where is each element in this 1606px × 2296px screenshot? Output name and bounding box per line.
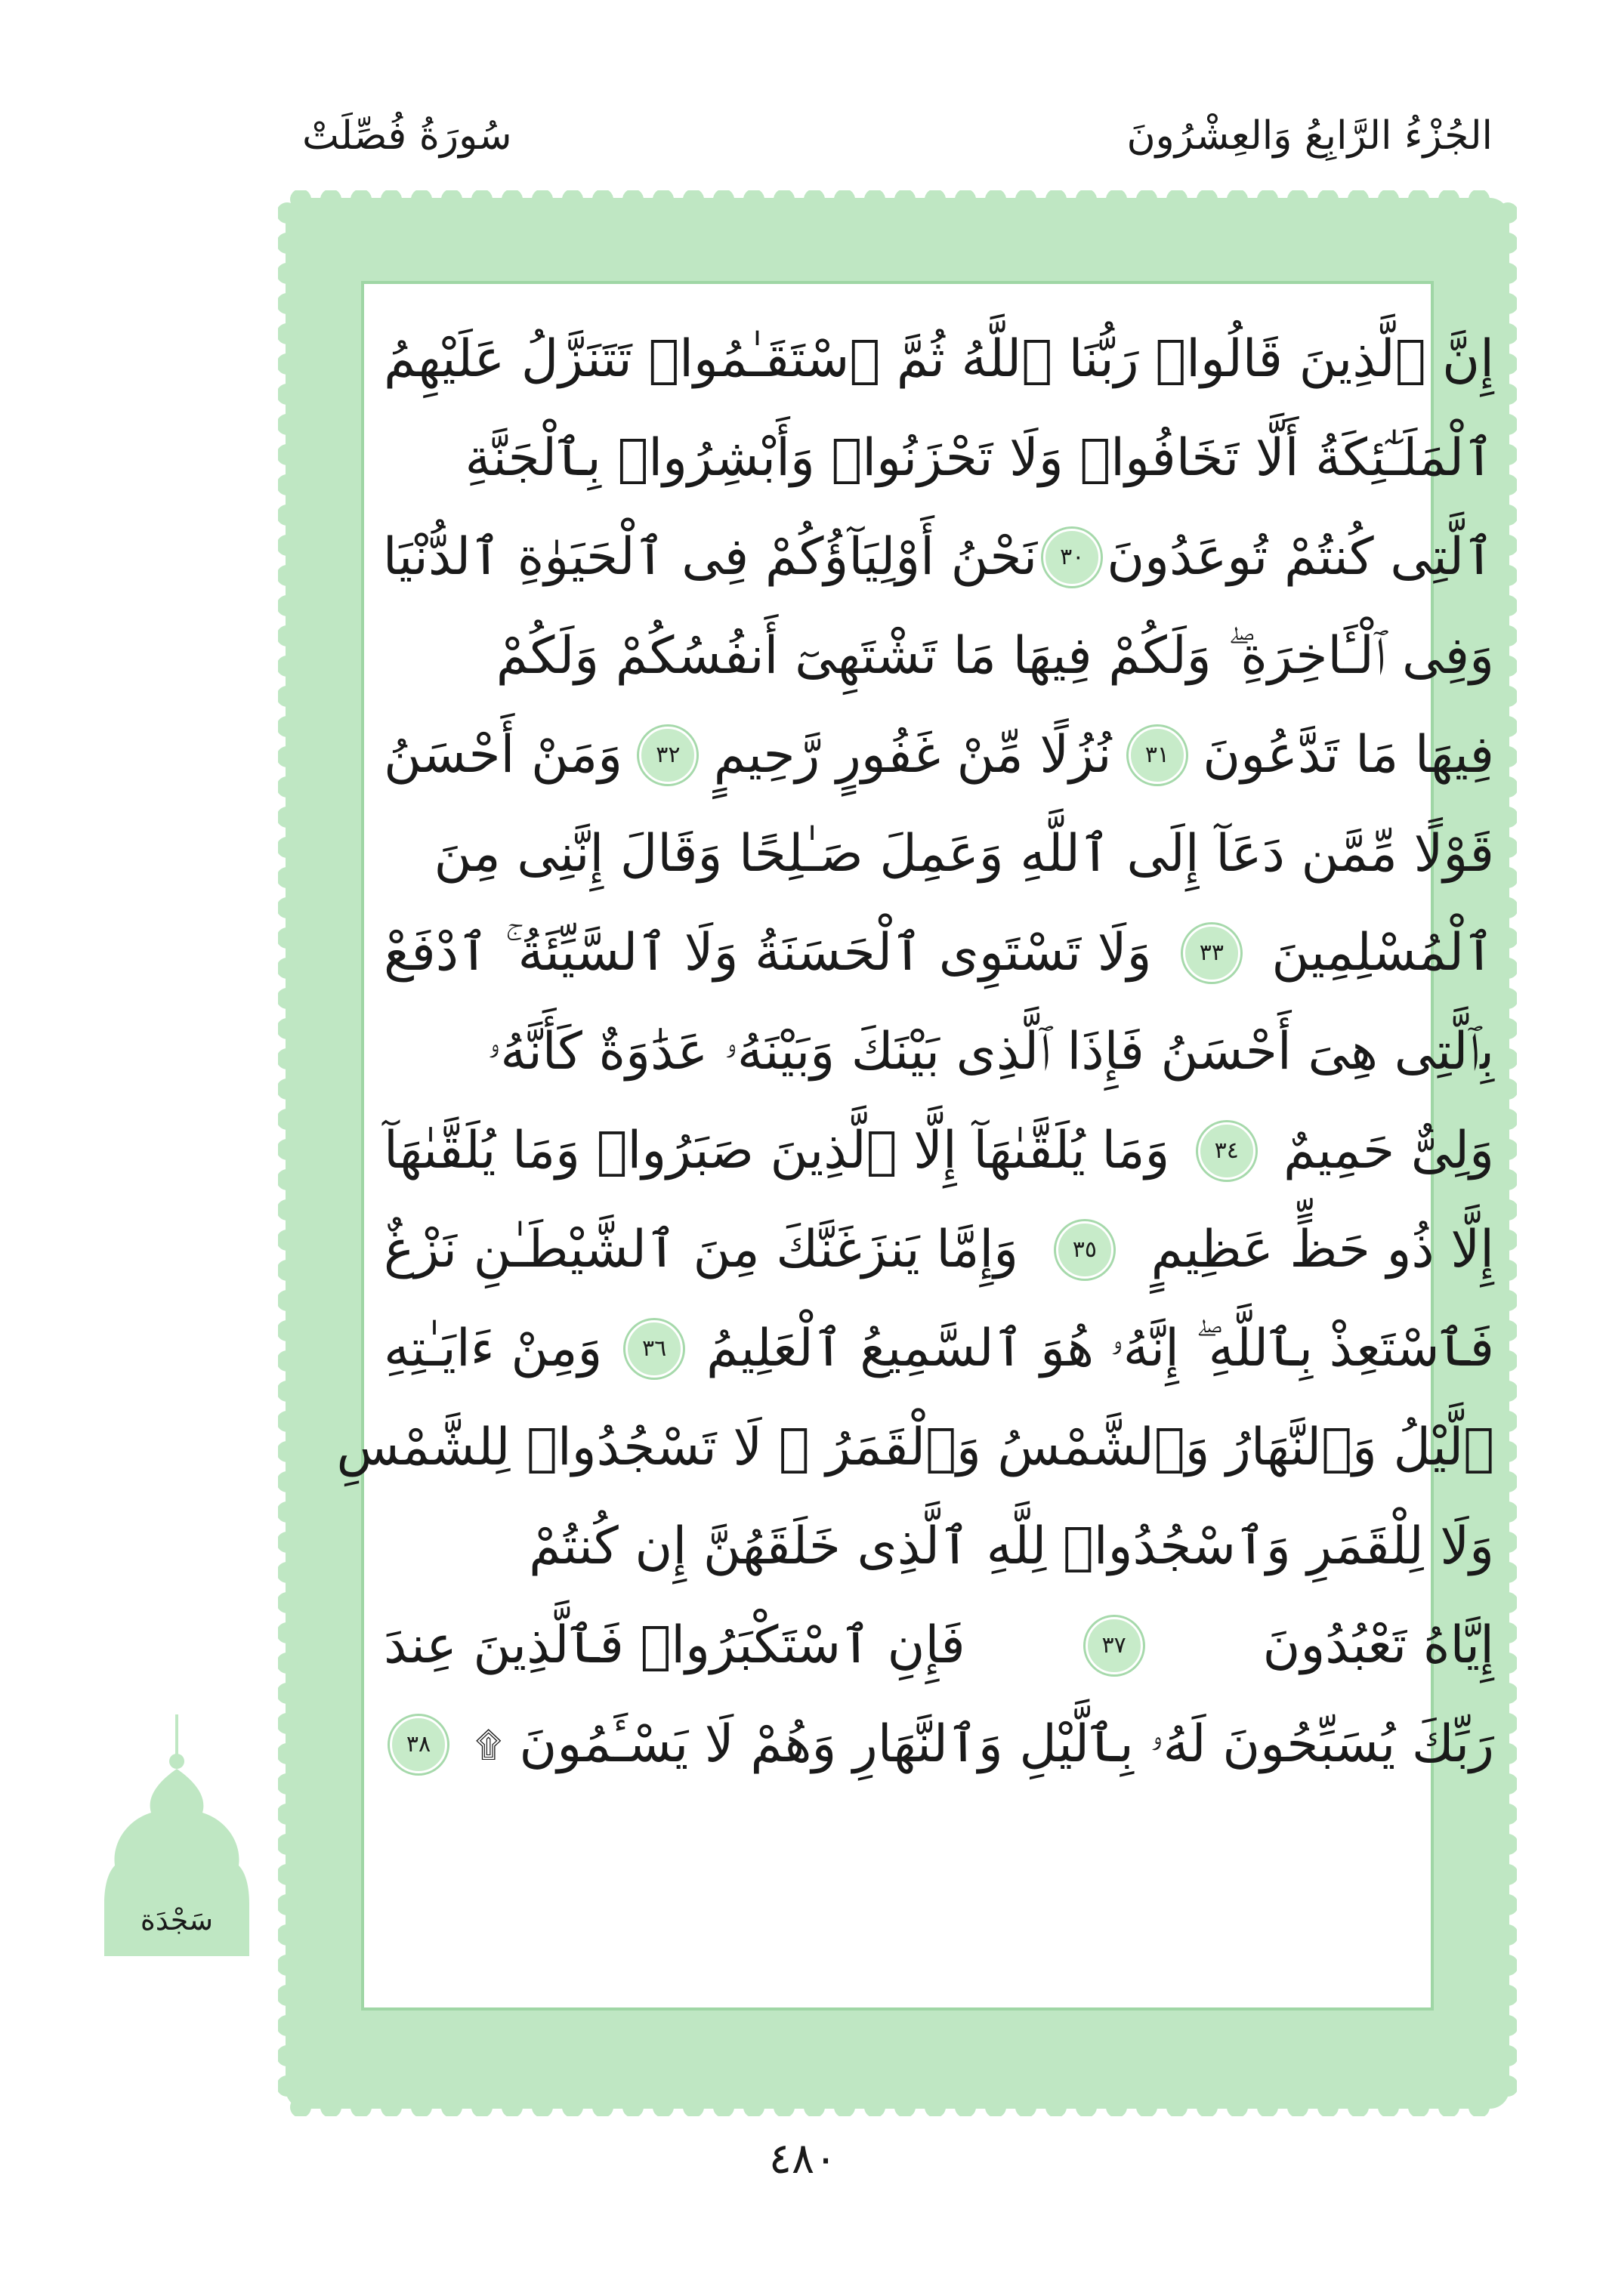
sajdah-label: سَجْدَة (140, 1903, 214, 1936)
line-text: ٱلَّيْلُ وَٱلنَّهَارُ وَٱلشَّمْسُ وَٱلْقَمَرُ ۚ لَا تَسْجُدُوا۟ لِلشَّمْسِ (336, 1417, 1494, 1477)
line-text: إِنَّ ٱلَّذِينَ قَالُوا۟ رَبُّنَا ٱللَّهُ ثُمَّ ٱسْتَقَـٰمُوا۟ تَتَنَزَّلُ عَلَيْهِمُ (384, 329, 1494, 389)
ayah-number-marker: ٣١ (1129, 727, 1186, 784)
line-text: ٱلْمُسْلِمِينَ (1271, 922, 1494, 983)
line-text: نُزُلًا مِّنْ غَفُورٍ رَّحِيمٍ (713, 724, 1112, 785)
line-text: رَبِّكَ يُسَبِّحُونَ لَهُۥ بِٱلَّيْلِ وَٱلنَّهَارِ وَهُمْ لَا يَسْـَٔمُونَ (519, 1714, 1494, 1774)
line-text: بِٱلَّتِى هِىَ أَحْسَنُ فَإِذَا ٱلَّذِى بَيْنَكَ وَبَيْنَهُۥ عَدَٰوَةٌ كَأَنَّهُۥ (487, 1021, 1494, 1082)
line-text: وَإِمَّا يَنزَغَنَّكَ مِنَ ٱلشَّيْطَـٰنِ نَزْغٌ (384, 1219, 1019, 1279)
line-text: ٱلَّتِى كُنتُمْ تُوعَدُونَ (1107, 526, 1494, 587)
ayah-number-marker: ٣٤ (1198, 1122, 1255, 1180)
text-line-2 (384, 409, 1494, 508)
text-line-6 (384, 804, 1494, 903)
ayah-number-marker: ٣٥ (1056, 1221, 1113, 1279)
text-line-8 (384, 1002, 1494, 1101)
ayah-number-marker: ٣٨ (390, 1716, 447, 1773)
line-text: قَوْلًا مِّمَّن دَعَآ إِلَى ٱللَّهِ وَعَمِلَ صَـٰلِحًا وَقَالَ إِنَّنِى مِنَ (434, 823, 1494, 884)
surah-title: سُورَةُ فُصِّلَتْ (302, 113, 512, 159)
page-number: ٤٨٠ (768, 2134, 838, 2183)
text-line-14 (384, 1596, 1494, 1695)
text-line-5 (384, 705, 1494, 804)
line-text: وَلِىٌّ حَمِيمٌ (1283, 1120, 1494, 1180)
line-text: وَمِنْ ءَايَـٰتِهِ (384, 1318, 603, 1378)
text-line-1 (384, 310, 1494, 409)
line-text: وَفِى ٱلْـَٔاخِرَةِ ۖ وَلَكُمْ فِيهَا مَا تَشْتَهِىٓ أَنفُسُكُمْ وَلَكُمْ (496, 625, 1494, 686)
text-line-9 (384, 1101, 1494, 1200)
line-text: إِيَّاهُ تَعْبُدُونَ (1262, 1615, 1494, 1675)
text-line-13 (384, 1497, 1494, 1596)
text-line-11 (384, 1299, 1494, 1398)
line-text: ٱلْمَلَـٰٓئِكَةُ أَلَّا تَخَافُوا۟ وَلَا تَحْزَنُوا۟ وَأَبْشِرُوا۟ بِٱلْجَنَّةِ (465, 427, 1494, 488)
juz-title: الجُزْءُ الرَّابِعُ وَالعِشْرُونَ (1126, 113, 1493, 159)
line-text: فَإِنِ ٱسْتَكْبَرُوا۟ فَٱلَّذِينَ عِندَ (384, 1615, 965, 1675)
line-text: فَٱسْتَعِذْ بِٱللَّهِ ۖ إِنَّهُۥ هُوَ ٱلسَّمِيعُ ٱلْعَلِيمُ (706, 1318, 1494, 1378)
line-text: وَلَا لِلْقَمَرِ وَٱسْجُدُوا۟ لِلَّهِ ٱلَّذِى خَلَقَهُنَّ إِن كُنتُمْ (529, 1516, 1494, 1576)
text-line-12 (336, 1398, 1494, 1497)
line-text: وَلَا تَسْتَوِى ٱلْحَسَنَةُ وَلَا ٱلسَّيِّئَةُ ۚ ٱدْفَعْ (384, 922, 1152, 983)
line-text: وَمَنْ أَحْسَنُ (384, 724, 623, 785)
ayah-number-marker: ٣٣ (1183, 924, 1240, 982)
line-text: نَحْنُ أَوْلِيَآؤُكُمْ فِى ٱلْحَيَوٰةِ ٱلدُّنْيَا (382, 526, 1038, 587)
line-text: إِلَّا ذُو حَظٍّ عَظِيمٍ (1150, 1219, 1494, 1279)
ayah-number-marker: ٣٦ (625, 1320, 683, 1378)
ayah-number-marker: ٣٢ (639, 727, 696, 784)
line-text: فِيهَا مَا تَدَّعُونَ (1203, 724, 1494, 785)
text-line-4 (384, 606, 1494, 705)
ayah-number-marker: ٣٠ (1043, 529, 1101, 586)
quran-text (336, 310, 1494, 1994)
sajdah-symbol: ۩ (475, 1724, 502, 1765)
text-line-15 (384, 1695, 1494, 1794)
ayah-number-marker: ٣٧ (1086, 1617, 1143, 1674)
text-line-7 (384, 903, 1494, 1002)
text-line-3 (384, 508, 1494, 606)
text-line-10 (384, 1200, 1494, 1299)
line-text: وَمَا يُلَقَّىٰهَآ إِلَّا ٱلَّذِينَ صَبَرُوا۟ وَمَا يُلَقَّىٰهَآ (384, 1120, 1170, 1180)
